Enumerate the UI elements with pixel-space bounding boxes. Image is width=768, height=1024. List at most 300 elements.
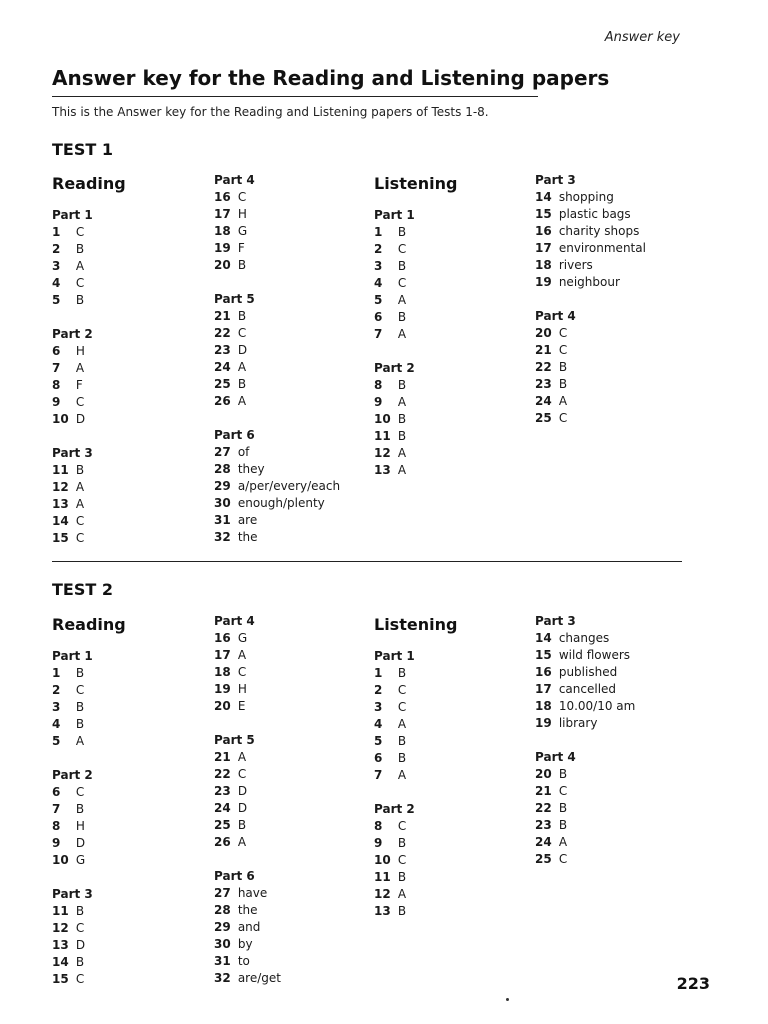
answer-item <box>374 852 524 869</box>
question-number: 4 <box>52 717 61 731</box>
intro-text: This is the Answer key for the Reading and Listening papers of Tests 1-8. <box>52 105 489 119</box>
answer-item <box>52 665 202 682</box>
part-label: Part 3 <box>535 614 576 628</box>
answer-item <box>535 410 685 427</box>
question-number: 16 <box>535 224 552 238</box>
answer-value: B <box>397 836 407 850</box>
answer-item <box>214 936 364 953</box>
answer-value: A <box>237 835 247 849</box>
answer-item <box>52 292 202 309</box>
part-label: Part 4 <box>535 309 576 323</box>
answer-value: B <box>75 242 85 256</box>
answer-value: A <box>397 717 407 731</box>
answer-part <box>52 445 202 547</box>
test-heading-1: TEST 1 <box>52 140 113 159</box>
answer-item <box>535 698 685 715</box>
answer-value: A <box>75 259 85 273</box>
question-number: 6 <box>52 344 61 358</box>
answer-item <box>214 783 364 800</box>
answer-item <box>214 444 364 461</box>
answer-part <box>52 767 202 869</box>
answer-item <box>535 664 685 681</box>
question-number: 20 <box>214 699 231 713</box>
answer-list <box>535 172 685 427</box>
answer-value: B <box>397 734 407 748</box>
answer-item <box>535 359 685 376</box>
answer-item <box>52 835 202 852</box>
answer-item <box>535 274 685 291</box>
answer-item <box>214 698 364 715</box>
answer-item <box>535 325 685 342</box>
answer-item <box>214 478 364 495</box>
answer-item <box>535 851 685 868</box>
answer-item <box>214 970 364 987</box>
answer-value: B <box>75 666 85 680</box>
answer-value: B <box>397 225 407 239</box>
answer-value: B <box>397 666 407 680</box>
answer-value: A <box>75 480 85 494</box>
question-number: 13 <box>52 497 69 511</box>
answer-item <box>214 647 364 664</box>
answer-value: a/per/every/each <box>237 479 341 493</box>
question-number: 24 <box>535 835 552 849</box>
answer-item <box>374 292 524 309</box>
answer-value: are/get <box>237 971 281 985</box>
answer-item <box>52 818 202 835</box>
part-label: Part 5 <box>214 733 255 747</box>
answer-value: C <box>237 326 247 340</box>
question-number: 24 <box>535 394 552 408</box>
question-number: 7 <box>374 327 383 341</box>
answer-value: charity shops <box>558 224 640 238</box>
answer-item <box>52 784 202 801</box>
question-number: 2 <box>374 683 383 697</box>
answer-value: B <box>558 801 568 815</box>
question-number: 25 <box>535 852 552 866</box>
question-number: 1 <box>374 666 383 680</box>
answer-value: environmental <box>558 241 646 255</box>
answer-value: C <box>558 852 568 866</box>
answer-item <box>52 224 202 241</box>
answer-value: wild flowers <box>558 648 631 662</box>
question-number: 5 <box>52 734 61 748</box>
question-number: 24 <box>214 360 231 374</box>
test2-reading-col1 <box>52 613 202 988</box>
answer-value: C <box>558 784 568 798</box>
answer-value: have <box>237 886 268 900</box>
answer-value: A <box>75 734 85 748</box>
question-number: 3 <box>52 259 61 273</box>
question-number: 30 <box>214 496 231 510</box>
answer-value: C <box>397 853 407 867</box>
question-number: 13 <box>374 904 391 918</box>
answer-value: C <box>558 411 568 425</box>
part-label: Part 1 <box>374 649 415 663</box>
question-number: 15 <box>52 972 69 986</box>
answer-value: of <box>237 445 250 459</box>
answer-item <box>535 376 685 393</box>
answer-item <box>535 189 685 206</box>
answer-value: H <box>237 207 247 221</box>
question-number: 19 <box>214 241 231 255</box>
answer-part <box>374 801 524 920</box>
answer-value: B <box>75 700 85 714</box>
answer-part <box>52 648 202 750</box>
question-number: 9 <box>374 836 383 850</box>
answer-value: B <box>75 802 85 816</box>
answer-value: D <box>75 938 86 952</box>
question-number: 18 <box>535 699 552 713</box>
question-number: 1 <box>52 225 61 239</box>
question-number: 25 <box>535 411 552 425</box>
answer-item <box>52 258 202 275</box>
answer-item <box>535 834 685 851</box>
answer-item <box>535 766 685 783</box>
question-number: 24 <box>214 801 231 815</box>
answer-item <box>52 699 202 716</box>
answer-value: C <box>75 921 85 935</box>
answer-list <box>535 613 685 868</box>
question-number: 21 <box>535 343 552 357</box>
answer-item <box>535 342 685 359</box>
answer-item <box>535 681 685 698</box>
answer-item <box>214 223 364 240</box>
answer-part <box>535 749 685 868</box>
question-number: 17 <box>535 682 552 696</box>
answer-item <box>214 800 364 817</box>
question-number: 5 <box>374 734 383 748</box>
answer-item <box>52 462 202 479</box>
answer-part <box>374 648 524 784</box>
question-number: 5 <box>52 293 61 307</box>
question-number: 25 <box>214 818 231 832</box>
answer-item <box>214 681 364 698</box>
question-number: 21 <box>535 784 552 798</box>
answer-value: the <box>237 903 258 917</box>
answer-item <box>535 393 685 410</box>
answer-item <box>374 241 524 258</box>
answer-item <box>52 360 202 377</box>
answer-list <box>374 648 524 920</box>
part-label: Part 2 <box>374 802 415 816</box>
question-number: 11 <box>374 429 391 443</box>
answer-item <box>214 919 364 936</box>
answer-value: D <box>237 801 248 815</box>
question-number: 18 <box>214 224 231 238</box>
answer-item <box>535 630 685 647</box>
answer-value: B <box>397 429 407 443</box>
answer-item <box>374 445 524 462</box>
answer-item <box>214 257 364 274</box>
answer-value: A <box>237 360 247 374</box>
answer-item <box>374 818 524 835</box>
question-number: 32 <box>214 530 231 544</box>
part-label: Part 1 <box>374 208 415 222</box>
running-head: Answer key <box>604 30 680 45</box>
answer-value: A <box>237 394 247 408</box>
question-number: 3 <box>52 700 61 714</box>
test1-reading-col2 <box>214 172 364 546</box>
answer-list <box>374 207 524 479</box>
question-number: 22 <box>535 801 552 815</box>
question-number: 3 <box>374 259 383 273</box>
part-label: Part 2 <box>374 361 415 375</box>
part-label: Part 2 <box>52 768 93 782</box>
answer-list <box>214 613 364 987</box>
question-number: 11 <box>374 870 391 884</box>
answer-item <box>374 903 524 920</box>
answer-value: E <box>237 699 246 713</box>
answer-value: 10.00/10 am <box>558 699 636 713</box>
answer-value: B <box>397 751 407 765</box>
question-number: 19 <box>214 682 231 696</box>
answer-item <box>374 835 524 852</box>
answer-item <box>52 241 202 258</box>
answer-item <box>52 954 202 971</box>
answer-value: A <box>75 361 85 375</box>
answer-item <box>374 258 524 275</box>
answer-item <box>214 240 364 257</box>
answer-item <box>374 309 524 326</box>
question-number: 21 <box>214 309 231 323</box>
answer-value: A <box>237 750 247 764</box>
answer-part <box>214 172 364 274</box>
answer-item <box>535 206 685 223</box>
answer-value: A <box>397 768 407 782</box>
answer-item <box>52 275 202 292</box>
answer-part <box>214 613 364 715</box>
question-number: 28 <box>214 903 231 917</box>
question-number: 10 <box>374 412 391 426</box>
answer-value: B <box>397 310 407 324</box>
answer-value: published <box>558 665 618 679</box>
answer-item <box>214 308 364 325</box>
section-divider <box>52 561 682 562</box>
print-speck <box>506 998 509 1001</box>
answer-item <box>374 428 524 445</box>
answer-value: neighbour <box>558 275 620 289</box>
answer-value: to <box>237 954 250 968</box>
question-number: 13 <box>52 938 69 952</box>
answer-value: B <box>558 377 568 391</box>
question-number: 10 <box>52 412 69 426</box>
answer-item <box>374 326 524 343</box>
part-label: Part 2 <box>52 327 93 341</box>
answer-item <box>52 733 202 750</box>
question-number: 12 <box>374 446 391 460</box>
question-number: 22 <box>535 360 552 374</box>
question-number: 20 <box>535 767 552 781</box>
answer-value: C <box>237 190 247 204</box>
question-number: 7 <box>52 802 61 816</box>
answer-item <box>52 513 202 530</box>
answer-item <box>374 224 524 241</box>
answer-value: library <box>558 716 598 730</box>
answer-value: B <box>237 258 247 272</box>
question-number: 14 <box>535 190 552 204</box>
answer-value: C <box>397 276 407 290</box>
answer-value: C <box>237 665 247 679</box>
question-number: 15 <box>535 648 552 662</box>
answer-value: A <box>237 648 247 662</box>
answer-value: B <box>397 412 407 426</box>
answer-value: D <box>237 343 248 357</box>
answer-value: C <box>558 326 568 340</box>
answer-value: C <box>237 767 247 781</box>
question-number: 23 <box>214 784 231 798</box>
answer-part <box>214 427 364 546</box>
answer-value: C <box>397 700 407 714</box>
reading-heading: Reading <box>52 615 126 634</box>
answer-item <box>52 479 202 496</box>
answer-value: C <box>75 225 85 239</box>
answer-item <box>214 749 364 766</box>
answer-item <box>374 750 524 767</box>
answer-value: enough/plenty <box>237 496 325 510</box>
answer-value: the <box>237 530 258 544</box>
answer-value: D <box>75 836 86 850</box>
answer-value: and <box>237 920 261 934</box>
part-label: Part 6 <box>214 869 255 883</box>
answer-value: B <box>75 955 85 969</box>
question-number: 1 <box>374 225 383 239</box>
test1-listening-col2 <box>535 172 685 427</box>
reading-heading: Reading <box>52 174 126 193</box>
question-number: 14 <box>535 631 552 645</box>
question-number: 17 <box>535 241 552 255</box>
question-number: 16 <box>214 631 231 645</box>
answer-item <box>374 665 524 682</box>
question-number: 27 <box>214 886 231 900</box>
answer-value: by <box>237 937 253 951</box>
question-number: 20 <box>214 258 231 272</box>
answer-item <box>214 393 364 410</box>
answer-part <box>535 613 685 732</box>
answer-value: B <box>75 904 85 918</box>
question-number: 8 <box>374 378 383 392</box>
answer-value: G <box>237 631 248 645</box>
page-number: 223 <box>676 974 710 993</box>
answer-item <box>52 920 202 937</box>
answer-value: B <box>237 377 247 391</box>
answer-item <box>214 664 364 681</box>
question-number: 31 <box>214 954 231 968</box>
question-number: 16 <box>214 190 231 204</box>
question-number: 2 <box>374 242 383 256</box>
answer-item <box>214 630 364 647</box>
question-number: 3 <box>374 700 383 714</box>
question-number: 25 <box>214 377 231 391</box>
question-number: 20 <box>535 326 552 340</box>
question-number: 10 <box>52 853 69 867</box>
answer-item <box>535 223 685 240</box>
answer-value: B <box>75 717 85 731</box>
answer-list <box>214 172 364 546</box>
question-number: 2 <box>52 683 61 697</box>
question-number: 19 <box>535 275 552 289</box>
answer-value: B <box>75 463 85 477</box>
question-number: 8 <box>52 378 61 392</box>
answer-list <box>52 648 202 988</box>
answer-value: A <box>75 497 85 511</box>
answer-value: H <box>75 344 85 358</box>
answer-item <box>214 817 364 834</box>
answer-item <box>374 377 524 394</box>
question-number: 15 <box>535 207 552 221</box>
answer-value: A <box>397 446 407 460</box>
part-label: Part 3 <box>52 887 93 901</box>
question-number: 11 <box>52 463 69 477</box>
question-number: 9 <box>52 395 61 409</box>
answer-value: B <box>75 293 85 307</box>
answer-item <box>214 189 364 206</box>
question-number: 1 <box>52 666 61 680</box>
answer-part <box>535 172 685 291</box>
question-number: 11 <box>52 904 69 918</box>
answer-part <box>535 308 685 427</box>
question-number: 30 <box>214 937 231 951</box>
question-number: 8 <box>52 819 61 833</box>
answer-value: C <box>558 343 568 357</box>
answer-item <box>52 971 202 988</box>
answer-value: A <box>558 835 568 849</box>
answer-item <box>52 394 202 411</box>
answer-item <box>214 325 364 342</box>
answer-value: A <box>397 463 407 477</box>
question-number: 12 <box>52 480 69 494</box>
answer-value: F <box>237 241 245 255</box>
answer-value: B <box>237 818 247 832</box>
answer-value: A <box>397 395 407 409</box>
answer-value: B <box>237 309 247 323</box>
answer-value: D <box>237 784 248 798</box>
answer-item <box>52 937 202 954</box>
answer-item <box>374 411 524 428</box>
question-number: 2 <box>52 242 61 256</box>
answer-value: C <box>75 531 85 545</box>
answer-item <box>52 903 202 920</box>
question-number: 5 <box>374 293 383 307</box>
answer-item <box>535 800 685 817</box>
test1-listening-col1 <box>374 172 524 479</box>
question-number: 29 <box>214 479 231 493</box>
answer-item <box>374 394 524 411</box>
answer-item <box>52 716 202 733</box>
test1-reading-col1 <box>52 172 202 547</box>
answer-item <box>214 495 364 512</box>
question-number: 6 <box>52 785 61 799</box>
question-number: 14 <box>52 955 69 969</box>
answer-value: D <box>75 412 86 426</box>
answer-item <box>214 885 364 902</box>
answer-item <box>214 902 364 919</box>
answer-part <box>214 732 364 851</box>
answer-value: H <box>75 819 85 833</box>
answer-item <box>52 682 202 699</box>
answer-value: C <box>397 683 407 697</box>
question-number: 7 <box>52 361 61 375</box>
part-label: Part 6 <box>214 428 255 442</box>
question-number: 19 <box>535 716 552 730</box>
question-number: 9 <box>374 395 383 409</box>
answer-item <box>52 411 202 428</box>
answer-item <box>535 240 685 257</box>
question-number: 21 <box>214 750 231 764</box>
answer-value: shopping <box>558 190 614 204</box>
answer-value: are <box>237 513 258 527</box>
question-number: 8 <box>374 819 383 833</box>
answer-item <box>214 206 364 223</box>
